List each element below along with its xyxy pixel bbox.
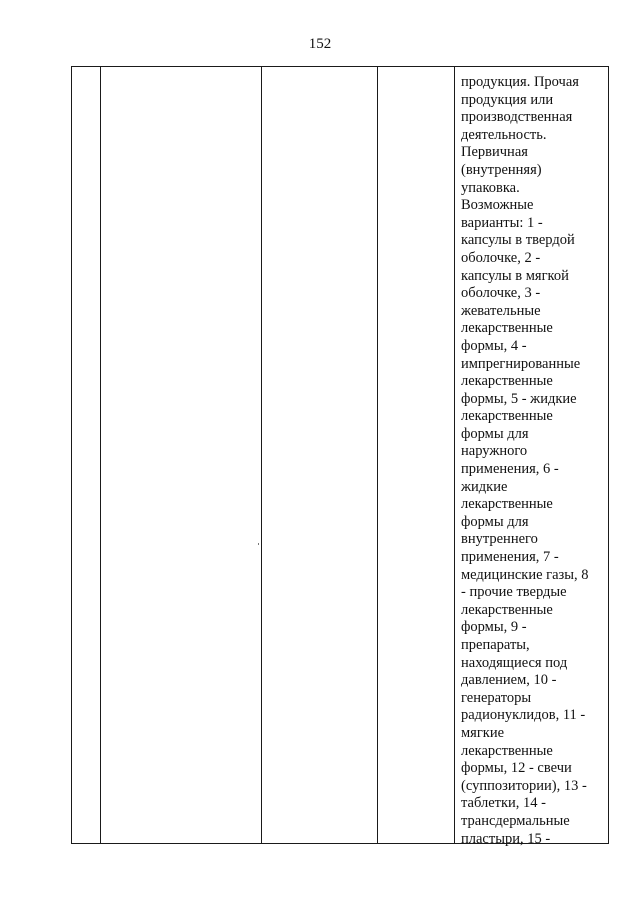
cell-text-line: формы, 9 -	[461, 619, 527, 636]
cell-text-line: упаковка.	[461, 179, 520, 196]
table-cell-description	[461, 74, 601, 848]
cell-text-line: жидкие	[461, 478, 508, 495]
cell-text-line: оболочке, 3 -	[461, 285, 541, 302]
cell-text-line: Первичная	[461, 144, 528, 161]
cell-text-line: формы, 12 - свечи	[461, 760, 572, 777]
cell-text-line: формы для	[461, 513, 529, 530]
cell-text-line: внутреннего	[461, 531, 538, 548]
cell-text-line: производственная	[461, 109, 573, 126]
cell-text-line: применения, 7 -	[461, 549, 559, 566]
page-number: 152	[308, 36, 332, 52]
cell-text-line: продукция. Прочая	[461, 74, 579, 90]
cell-text-line: мягкие	[461, 724, 505, 741]
column-divider	[261, 67, 262, 843]
cell-text-line: капсулы в мягкой	[461, 267, 569, 284]
column-divider	[454, 67, 455, 843]
cell-text-line: лекарственные	[461, 373, 553, 390]
cell-text-line: лекарственные	[461, 496, 553, 513]
cell-text-line: (суппозитории), 13 -	[461, 777, 587, 794]
cell-text-line: импрегнированные	[461, 355, 581, 372]
cell-text-line: препараты,	[461, 637, 530, 653]
cell-text-line: жевательные	[461, 302, 541, 319]
cell-text-line: применения, 6 -	[461, 461, 559, 478]
cell-text-line: наружного	[461, 443, 528, 460]
cell-text-line: медицинские газы, 8	[461, 566, 589, 583]
cell-text-line: лекарственные	[461, 601, 553, 618]
cell-text-line: продукция или	[461, 91, 554, 108]
cell-text-line: лекарственные	[461, 320, 553, 337]
cell-text-line: - прочие твердые	[461, 584, 567, 601]
cell-text-line: генераторы	[461, 689, 532, 706]
cell-text-line: оболочке, 2 -	[461, 249, 541, 266]
cell-text-line: трансдермальные	[461, 812, 570, 829]
column-divider	[100, 67, 101, 843]
cell-text-line: деятельность.	[461, 126, 547, 143]
cell-text-line: пластыри, 15 -	[461, 830, 551, 847]
cell-text-line: лекарственные	[461, 742, 553, 759]
cell-text-line: таблетки, 14 -	[461, 795, 546, 812]
document-table	[71, 66, 609, 847]
cell-text-line: Возможные	[461, 197, 534, 214]
cell-text-line: формы для	[461, 425, 529, 442]
column-divider	[377, 67, 378, 843]
cell-text-line: (внутренняя)	[461, 161, 542, 178]
cell-text-line: давлением, 10 -	[461, 672, 557, 689]
cell-text-line: капсулы в твердой	[461, 232, 575, 249]
scan-speck	[258, 543, 259, 545]
cell-text-line: варианты: 1 -	[461, 214, 543, 231]
cell-text-line: лекарственные	[461, 408, 553, 425]
cell-text-line: радионуклидов, 11 -	[461, 707, 586, 724]
cell-text-line: формы, 4 -	[461, 337, 527, 354]
cell-text-line: формы, 5 - жидкие	[461, 390, 577, 407]
cell-text-line: находящиеся под	[461, 654, 568, 671]
